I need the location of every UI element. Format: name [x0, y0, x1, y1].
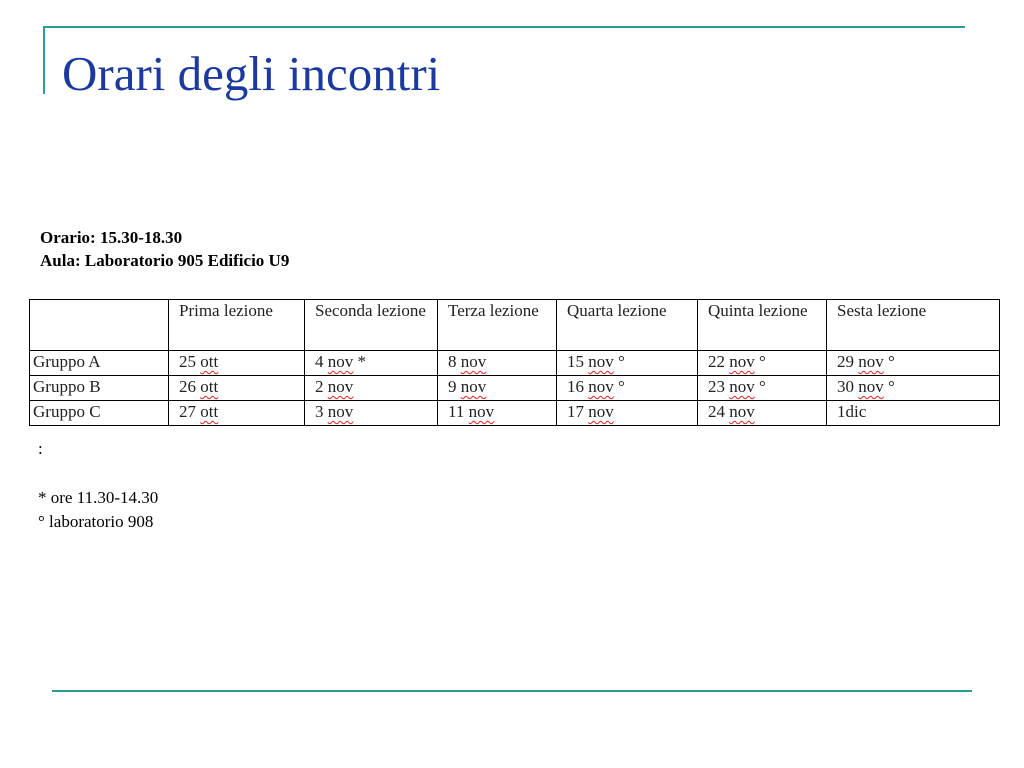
date-cell	[827, 351, 1000, 376]
schedule-table	[29, 299, 1000, 426]
date-month: nov	[588, 352, 614, 371]
date-month: nov	[858, 352, 884, 371]
date-cell	[698, 351, 827, 376]
header-cell-blank	[30, 300, 169, 351]
date-cell	[305, 351, 438, 376]
date-day: 24	[708, 402, 725, 421]
table-row	[30, 351, 1000, 376]
date-mark: °	[883, 377, 895, 396]
date-mark: °	[883, 352, 895, 371]
date-cell	[305, 401, 438, 426]
slide-title: Orari degli incontri	[62, 46, 441, 101]
date-day: 9	[448, 377, 457, 396]
date-month: nov	[858, 377, 884, 396]
date-cell	[438, 351, 557, 376]
date-day: 11	[448, 402, 465, 421]
schedule-info	[40, 226, 289, 272]
footnotes	[38, 486, 158, 534]
date-day: 30	[837, 377, 854, 396]
date-day: 2	[315, 377, 324, 396]
stray-colon: :	[38, 439, 43, 458]
date-cell	[169, 351, 305, 376]
date-day: 27	[179, 402, 196, 421]
date-month: nov	[468, 402, 495, 421]
date-cell	[169, 376, 305, 401]
date-month: ott	[200, 377, 219, 396]
date-cell	[305, 376, 438, 401]
footnote-degree: ° laboratorio 908	[38, 512, 154, 531]
date-day: 4	[315, 352, 324, 371]
top-accent-rule	[43, 26, 965, 28]
date-day: 17	[567, 402, 584, 421]
aula-line: Aula: Laboratorio 905 Edificio U9	[40, 251, 290, 270]
date-month: nov	[588, 402, 614, 421]
date-mark: *	[353, 352, 366, 371]
date-day: 22	[708, 352, 725, 371]
date-month: nov	[588, 377, 614, 396]
date-month: nov	[729, 352, 755, 371]
date-month: nov	[327, 352, 354, 371]
footnote-asterisk: * ore 11.30-14.30	[38, 488, 159, 507]
date-day: 16	[567, 377, 584, 396]
bottom-accent-rule	[52, 690, 972, 692]
date-cell	[557, 351, 698, 376]
date-month: nov	[327, 377, 354, 396]
table-header-row	[30, 300, 1000, 351]
date-month: nov	[729, 377, 755, 396]
date-month: ott	[200, 402, 219, 421]
top-left-accent-rule	[43, 26, 45, 94]
date-month: nov	[460, 352, 487, 371]
header-cell: Quinta lezione	[698, 300, 827, 351]
group-name-cell: Gruppo A	[30, 351, 169, 376]
date-cell	[827, 376, 1000, 401]
date-cell	[698, 401, 827, 426]
date-cell	[698, 376, 827, 401]
header-cell: Sesta lezione	[827, 300, 1000, 351]
group-name-cell: Gruppo B	[30, 376, 169, 401]
date-day: 29	[837, 352, 854, 371]
table-row	[30, 401, 1000, 426]
group-name-cell: Gruppo C	[30, 401, 169, 426]
date-month: ott	[200, 352, 219, 371]
date-cell	[827, 401, 1000, 426]
date-mark: °	[754, 377, 766, 396]
orario-line: Orario: 15.30-18.30	[40, 228, 183, 247]
date-month: nov	[327, 402, 354, 421]
date-cell	[438, 376, 557, 401]
header-cell: Seconda lezione	[305, 300, 438, 351]
date-mark: °	[613, 352, 625, 371]
date-day: 26	[179, 377, 196, 396]
date-day: 8	[448, 352, 457, 371]
date-month: nov	[729, 402, 755, 421]
date-mark: °	[754, 352, 766, 371]
date-month: nov	[460, 377, 487, 396]
date-day: 1dic	[837, 402, 867, 421]
date-mark: °	[613, 377, 625, 396]
header-cell: Quarta lezione	[557, 300, 698, 351]
date-cell	[438, 401, 557, 426]
date-day: 23	[708, 377, 725, 396]
date-day: 25	[179, 352, 196, 371]
date-cell	[169, 401, 305, 426]
header-cell: Prima lezione	[169, 300, 305, 351]
date-day: 15	[567, 352, 584, 371]
header-cell: Terza lezione	[438, 300, 557, 351]
date-cell	[557, 401, 698, 426]
date-day: 3	[315, 402, 324, 421]
date-cell	[557, 376, 698, 401]
table-row	[30, 376, 1000, 401]
